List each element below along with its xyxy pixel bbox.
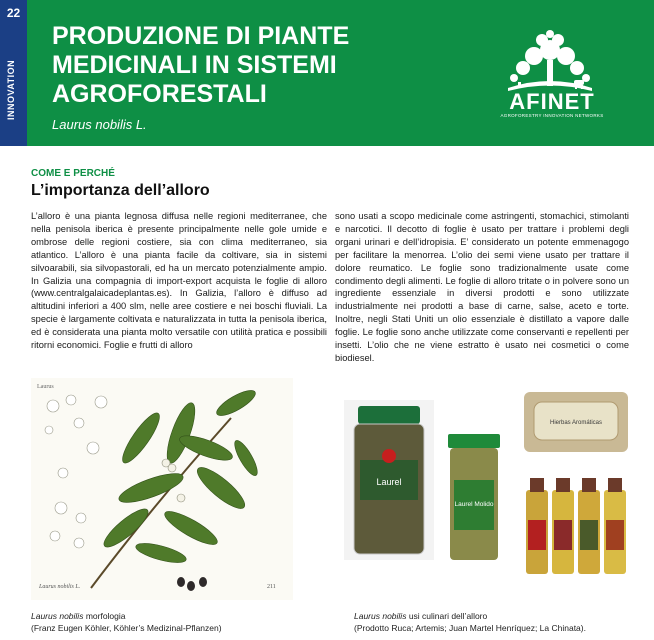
plate-label-top: Laurus (37, 384, 54, 390)
logo-wordmark: AFINET (509, 89, 595, 114)
caption-left-species: Laurus nobilis (31, 611, 84, 621)
shaker-label-text: Laurel Molido (454, 501, 494, 508)
caption-right-desc: usi culinari dell’alloro (406, 611, 488, 621)
page-subtitle: Laurus nobilis L. (52, 117, 147, 132)
caption-left-desc: morfologia (83, 611, 126, 621)
bag-label-text: Hierbas Aromáticas (549, 420, 603, 426)
side-section-label: INNOVATION (6, 59, 16, 120)
page-title: PRODUZIONE DI PIANTE MEDICINALI IN SISTEMI AGROFORESTALI (52, 22, 350, 108)
plate-label-bottom: Laurus nobilis L. (39, 584, 81, 590)
laurus-botanical-illustration (31, 378, 293, 600)
body-column-right: sono usati a scopo medicinale come astringenti, stomachici, stimolanti e narcotici. Il decotto di foglie è usato per trattare i problemi degli organi urinari e dell’idropisia. E’ considerato un potente emmenagogo per facilitare la menorrea. L’olio dei semi viene usato per trattare il dolore reumatico. Le foglie sono tradizionalmente usate come condimento degli alimenti. Le foglie di alloro tritate o in polvere sono un ingrediente essenziale in diversi prodotti e sono utilizzate industrialmente nei prodotti a base di carne, salse, aceto e torte. Inoltre, negli Stati Uniti un olio essenziale è distillato a vapore dalle foglie. Le foglie sono anche utilizzate come conservanti e repellenti per insetti. L’olio che ne viene estratto è usato nei cosmetici o come biodiesel. (335, 211, 629, 363)
afinet-tree-logo-icon (490, 30, 610, 135)
caption-right-source: (Prodotto Ruca; Artemis; Juan Martel Henríquez; La Chinata). (354, 623, 586, 633)
caption-right (354, 610, 586, 634)
logo-tagline: AGROFORESTRY INNOVATION NETWORKS (500, 113, 604, 118)
caption-right-species: Laurus nobilis (354, 611, 407, 621)
section-kicker: COME E PERCHÉ (31, 168, 115, 179)
jar-label-text: Laurel (376, 477, 402, 487)
plate-number: 211 (267, 584, 276, 590)
caption-left (31, 610, 222, 634)
body-column-left: L’alloro è una pianta legnosa diffusa nelle regioni mediterranee, che nella penisola iberica è presente principalmente nelle gole umide e ombrose delle regioni costiere, sia con clima mediterraneo, sia atlantico. L’alloro è una pianta facile da coltivare, sia in sistemi silvoarabili, sia silvopastorali, ed ha un mercato potenzialmente ampio. In Galizia una compagnia di import-export acquista le foglie di alloro (www.centralgalaicadeplantas.es). In Galizia, l’alloro è diffuso ad altitudini inferiori a 400 slm, nelle aree costiere e nei boschi fluviali. La specie è largamente coltivata e naturalizzata in tutta la penisola iberica, ed è considerata una pianta molto versatile con utilità pratica e possibili ritorni economici. Foglie e frutti di alloro (31, 211, 327, 351)
laurel-products-photo (340, 390, 634, 600)
caption-left-source: (Franz Eugen Köhler, Köhler’s Medizinal-Pflanzen) (31, 623, 222, 633)
page-number: 22 (6, 6, 21, 20)
section-title: L’importanza dell’alloro (31, 182, 210, 199)
